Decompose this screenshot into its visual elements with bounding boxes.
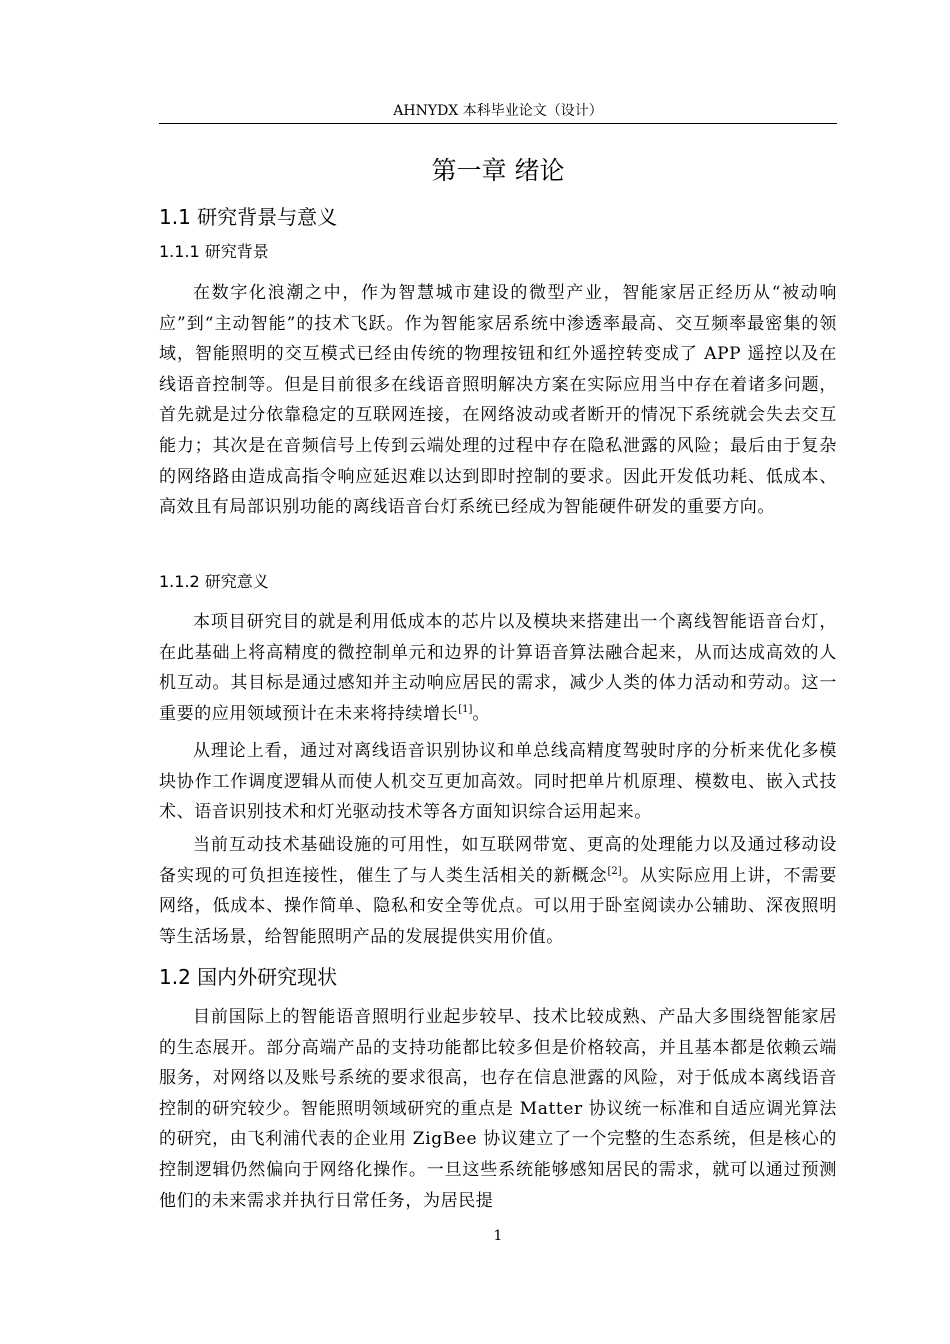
paragraph-research-significance-2: 从理论上看，通过对离线语音识别协议和单总线高精度驾驶时序的分析来优化多模块协作工作调度逻辑从而使人机交互更加高效。同时把单片机原理、模数电、嵌入式技术、语音识别技术和灯光驱动技术等各方面知识综合运用起来。 bbox=[159, 741, 837, 823]
running-header: AHNYDX 本科毕业论文（设计） bbox=[393, 103, 603, 119]
citation-ref-1: [1] bbox=[458, 703, 473, 715]
paragraph-research-significance-1 bbox=[159, 607, 837, 729]
paragraph-research-status: 目前国际上的智能语音照明行业起步较早、技术比较成熟、产品大多围绕智能家居的生态展开。部分高端产品的支持功能都比较多但是价格较高，并且基本都是依赖云端服务，对网络以及账号系统的要求很高，也存在信息泄露的风险，对于低成本离线语音控制的研究较少。智能照明领域研究的重点是 Matter 协议统一标准和自适应调光算法的研究，由飞利浦代表的企业用 ZigBee 协议建立了一个完整的生态系统，但是核心的控制逻辑仍然偏向于网络化操作。一旦这些系统能够感知居民的需求，就可以通过预测他们的未来需求并执行日常任务，为居民提 bbox=[159, 1007, 837, 1211]
subsection-heading-1-1-1: 1.1.1 研究背景 bbox=[159, 242, 269, 261]
paragraph-tail: 。 bbox=[472, 703, 490, 724]
paragraph-research-background: 在数字化浪潮之中，作为智慧城市建设的微型产业，智能家居正经历从“被动响应”到“主动智能”的技术飞跃。作为智能家居系统中渗透率最高、交互频率最密集的领域，智能照明的交互模式已经由传统的物理按钮和红外遥控转变成了 APP 遥控以及在线语音控制等。但是目前很多在线语音照明解决方案在实际应用当中存在着诸多问题，首先就是过分依靠稳定的互联网连接，在网络波动或者断开的情况下系统就会失去交互能力；其次是在音频信号上传到云端处理的过程中存在隐私泄露的风险；最后由于复杂的网络路由造成高指令响应延迟难以达到即时控制的要求。因此开发低功耗、低成本、高效且有局部识别功能的离线语音台灯系统已经成为智能硬件研发的重要方向。 bbox=[159, 283, 837, 518]
page-number: 1 bbox=[493, 1228, 503, 1244]
header-divider bbox=[159, 123, 837, 124]
chapter-title: 第一章 绪论 bbox=[431, 156, 565, 185]
section-heading-1-1: 1.1 研究背景与意义 bbox=[159, 205, 338, 229]
paragraph-tail: 。从实际应用上讲，不需要网络，低成本、操作简单、隐私和安全等优点。可以用于卧室阅读办公辅助、深夜照明等生活场景，给智能照明产品的发展提供实用价值。 bbox=[159, 865, 837, 947]
paragraph-research-significance-3 bbox=[159, 830, 837, 952]
citation-ref-2: [2] bbox=[607, 865, 622, 877]
paragraph-text: 当前互动技术基础设施的可用性，如互联网带宽、更高的处理能力以及通过移动设备实现的可负担连接性，催生了与人类生活相关的新概念 bbox=[159, 835, 837, 886]
paragraph-text: 本项目研究目的就是利用低成本的芯片以及模块来搭建出一个离线智能语音台灯，在此基础上将高精度的微控制单元和边界的计算语音算法融合起来，从而达成高效的人机互动。其目标是通过感知并主动响应居民的需求，减少人类的体力活动和劳动。这一重要的应用领域预计在未来将持续增长 bbox=[159, 612, 837, 724]
section-heading-1-2: 1.2 国内外研究现状 bbox=[159, 965, 338, 989]
subsection-heading-1-1-2: 1.1.2 研究意义 bbox=[159, 572, 269, 591]
